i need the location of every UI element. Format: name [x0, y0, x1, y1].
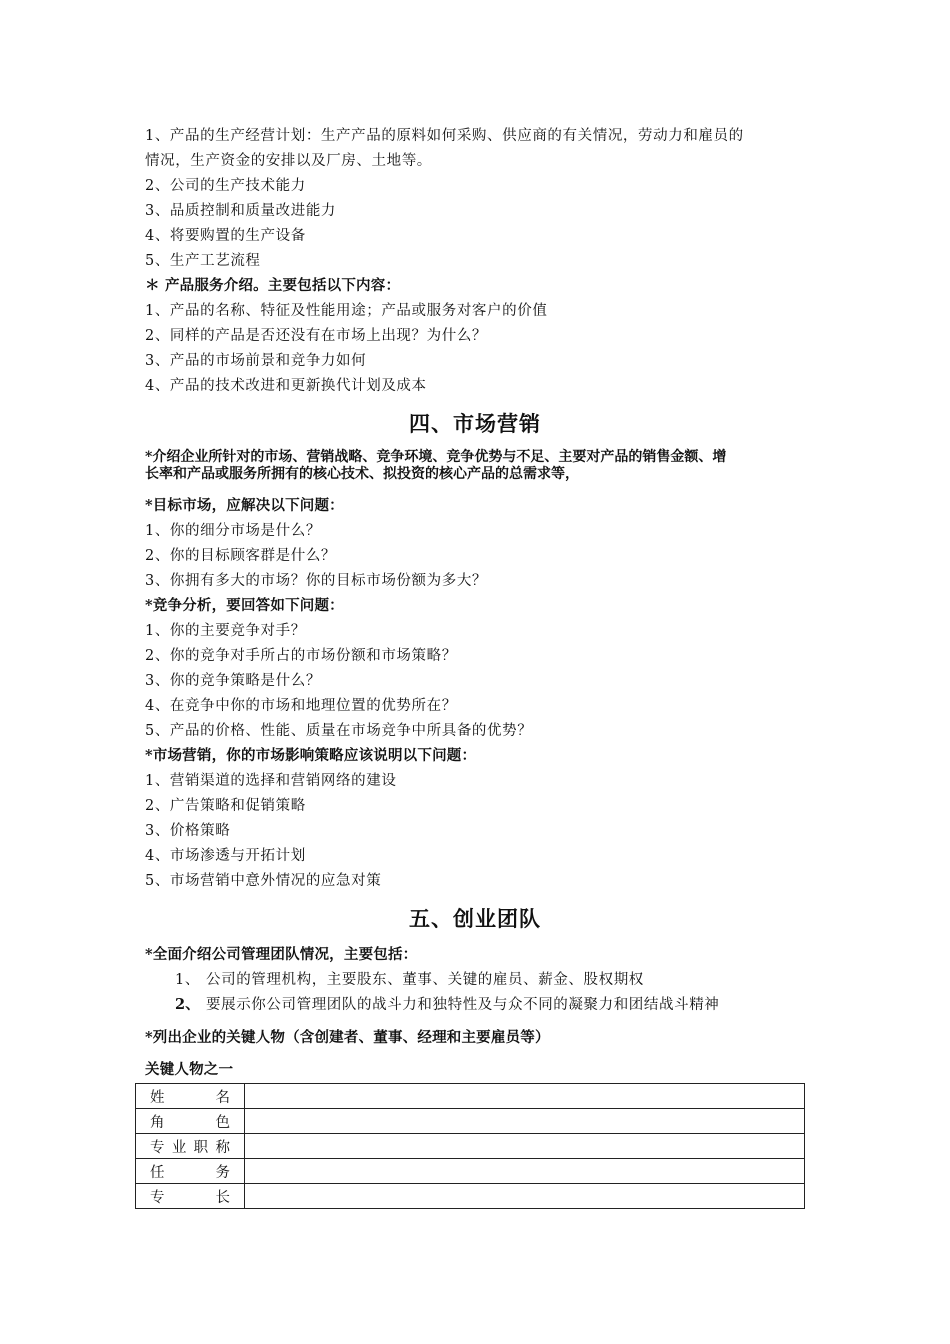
competition-item-3: 3、你的竞争策略是什么？: [145, 673, 321, 689]
target-market-item-3: 3、你拥有多大的市场？你的目标市场份额为多大？: [145, 573, 488, 589]
row-label-title: 专业职称: [136, 1134, 245, 1159]
competition-item-2: 2、你的竞争对手所占的市场份额和市场策略？: [145, 648, 457, 664]
row-value-specialty: [245, 1184, 805, 1209]
marketing-strategy-item-4: 4、市场渗透与开拓计划: [145, 848, 306, 864]
table-row: [136, 1134, 805, 1159]
competition-heading: *竞争分析，要回答如下问题：: [145, 597, 344, 614]
product-service-item-4: 4、产品的技术改进和更新换代计划及成本: [145, 378, 427, 394]
product-service-item-2: 2、同样的产品是否还没有在市场上出现？为什么？: [145, 328, 488, 344]
team-item-2-number: 2、: [175, 996, 200, 1013]
competition-item-5: 5、产品的价格、性能、质量在市场竞争中所具备的优势？: [145, 723, 533, 739]
key-person-table-caption: 关键人物之一: [145, 1061, 234, 1078]
team-item-2-text: 要展示你公司管理团队的战斗力和独特性及与众不同的凝聚力和团结战斗精神: [206, 997, 720, 1013]
target-market-item-1: 1、你的细分市场是什么？: [145, 523, 321, 539]
marketing-strategy-item-1: 1、营销渠道的选择和营销网络的建设: [145, 773, 397, 789]
production-item-2: 2、公司的生产技术能力: [145, 178, 306, 194]
key-people-heading: *列出企业的关键人物（含创建者、董事、经理和主要雇员等）: [145, 1029, 550, 1046]
product-service-item-3: 3、产品的市场前景和竞争力如何: [145, 353, 367, 369]
row-label-role: 角色: [136, 1109, 245, 1134]
marketing-strategy-item-5: 5、市场营销中意外情况的应急对策: [145, 873, 382, 889]
production-item-4: 4、将要购置的生产设备: [145, 228, 306, 244]
product-service-heading: ＊ 产品服务介绍。主要包括以下内容：: [145, 277, 401, 294]
row-label-task: 任务: [136, 1159, 245, 1184]
table-row: [136, 1109, 805, 1134]
competition-item-1: 1、你的主要竞争对手？: [145, 623, 306, 639]
target-market-item-2: 2、你的目标顾客群是什么？: [145, 548, 337, 564]
row-label-specialty: 专长: [136, 1184, 245, 1209]
marketing-strategy-item-2: 2、广告策略和促销策略: [145, 798, 306, 814]
table-row: [136, 1159, 805, 1184]
production-item-1-line-2: 情况，生产资金的安排以及厂房、土地等。: [145, 153, 432, 169]
product-service-item-1: 1、产品的名称、特征及性能用途；产品或服务对客户的价值: [145, 303, 548, 319]
table-row: [136, 1184, 805, 1209]
marketing-intro-line-1: *介绍企业所针对的市场、营销战略、竞争环境、竞争优势与不足、主要对产品的销售金额、增: [145, 449, 727, 465]
row-value-title: [245, 1134, 805, 1159]
production-item-5: 5、生产工艺流程: [145, 253, 261, 269]
production-item-1-line-1: 1、产品的生产经营计划：生产产品的原料如何采购、供应商的有关情况，劳动力和雇员的: [145, 128, 744, 144]
team-item-1-text: 公司的管理机构，主要股东、董事、关键的雇员、薪金、股权期权: [206, 972, 644, 988]
table-row: [136, 1084, 805, 1109]
team-heading: *全面介绍公司管理团队情况，主要包括：: [145, 946, 418, 963]
section-title-marketing: 四、市场营销: [409, 411, 541, 436]
section-title-team: 五、创业团队: [409, 906, 541, 931]
production-item-3: 3、品质控制和质量改进能力: [145, 203, 337, 219]
key-person-table: [135, 1083, 805, 1209]
row-value-name: [245, 1084, 805, 1109]
row-value-task: [245, 1159, 805, 1184]
competition-item-4: 4、在竞争中你的市场和地理位置的优势所在？: [145, 698, 457, 714]
marketing-intro-line-2: 长率和产品或服务所拥有的核心技术、拟投资的核心产品的总需求等，: [145, 466, 579, 482]
marketing-strategy-heading: *市场营销，你的市场影响策略应该说明以下问题：: [145, 747, 477, 764]
marketing-strategy-item-3: 3、价格策略: [145, 823, 231, 839]
team-item-1-number: 1、: [175, 972, 200, 988]
row-value-role: [245, 1109, 805, 1134]
row-label-name: 姓名: [136, 1084, 245, 1109]
target-market-heading: *目标市场，应解决以下问题：: [145, 497, 344, 514]
